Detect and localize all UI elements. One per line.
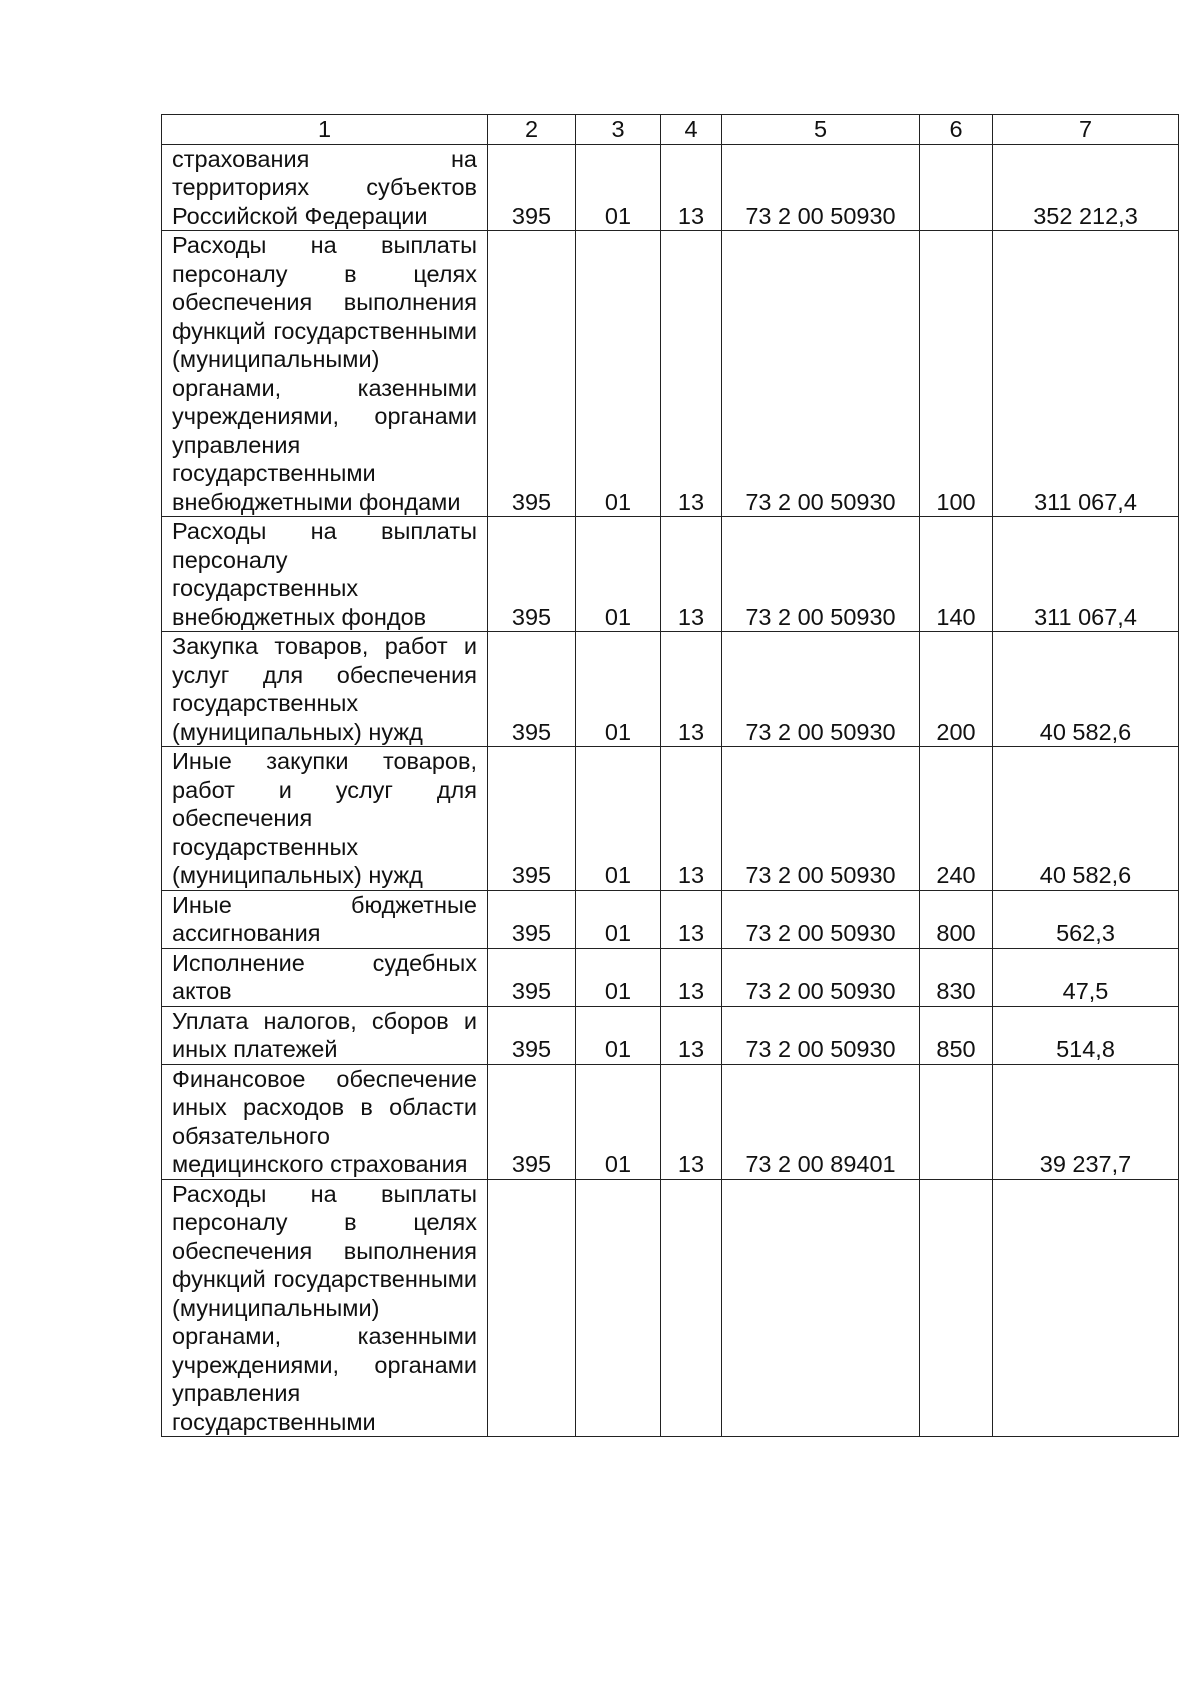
expense-type-code: 240 bbox=[920, 747, 993, 891]
expense-name: Уплата налогов, сборов и иных платежей bbox=[162, 1006, 488, 1064]
expense-type-code: 830 bbox=[920, 948, 993, 1006]
section-code: 01 bbox=[576, 632, 661, 747]
table-row bbox=[162, 747, 1179, 891]
expense-type-code bbox=[920, 1179, 993, 1437]
expense-name: Исполнение судебных актов bbox=[162, 948, 488, 1006]
section-code: 01 bbox=[576, 890, 661, 948]
subsection-code bbox=[661, 1179, 722, 1437]
expense-type-code: 140 bbox=[920, 517, 993, 632]
section-code: 01 bbox=[576, 144, 661, 231]
section-code bbox=[576, 1179, 661, 1437]
column-header-1: 1 bbox=[162, 115, 488, 145]
amount: 514,8 bbox=[993, 1006, 1179, 1064]
target-article-code bbox=[722, 1179, 920, 1437]
expense-type-code: 850 bbox=[920, 1006, 993, 1064]
column-header-7: 7 bbox=[993, 115, 1179, 145]
section-code: 01 bbox=[576, 231, 661, 517]
target-article-code: 73 2 00 89401 bbox=[722, 1064, 920, 1179]
table-row bbox=[162, 1064, 1179, 1179]
admin-code: 395 bbox=[488, 144, 576, 231]
target-article-code: 73 2 00 50930 bbox=[722, 948, 920, 1006]
expense-type-code bbox=[920, 144, 993, 231]
expense-type-code bbox=[920, 1064, 993, 1179]
subsection-code: 13 bbox=[661, 1064, 722, 1179]
subsection-code: 13 bbox=[661, 231, 722, 517]
subsection-code: 13 bbox=[661, 747, 722, 891]
expense-name: Финансовое обеспечение иных расходов в области обязательного медицинского страхования bbox=[162, 1064, 488, 1179]
target-article-code: 73 2 00 50930 bbox=[722, 144, 920, 231]
amount: 47,5 bbox=[993, 948, 1179, 1006]
admin-code bbox=[488, 1179, 576, 1437]
expense-name: Закупка товаров, работ и услуг для обеспечения государственных (муниципальных) нужд bbox=[162, 632, 488, 747]
subsection-code: 13 bbox=[661, 517, 722, 632]
subsection-code: 13 bbox=[661, 1006, 722, 1064]
expense-name: Расходы на выплаты персоналу государственных внебюджетных фондов bbox=[162, 517, 488, 632]
target-article-code: 73 2 00 50930 bbox=[722, 231, 920, 517]
amount: 311 067,4 bbox=[993, 231, 1179, 517]
admin-code: 395 bbox=[488, 747, 576, 891]
admin-code: 395 bbox=[488, 231, 576, 517]
table-row bbox=[162, 231, 1179, 517]
amount: 39 237,7 bbox=[993, 1064, 1179, 1179]
amount: 40 582,6 bbox=[993, 747, 1179, 891]
target-article-code: 73 2 00 50930 bbox=[722, 1006, 920, 1064]
subsection-code: 13 bbox=[661, 948, 722, 1006]
admin-code: 395 bbox=[488, 890, 576, 948]
admin-code: 395 bbox=[488, 517, 576, 632]
subsection-code: 13 bbox=[661, 144, 722, 231]
expense-type-code: 800 bbox=[920, 890, 993, 948]
column-header-3: 3 bbox=[576, 115, 661, 145]
amount: 311 067,4 bbox=[993, 517, 1179, 632]
section-code: 01 bbox=[576, 517, 661, 632]
admin-code: 395 bbox=[488, 1006, 576, 1064]
admin-code: 395 bbox=[488, 632, 576, 747]
table-row bbox=[162, 890, 1179, 948]
admin-code: 395 bbox=[488, 1064, 576, 1179]
table-row bbox=[162, 632, 1179, 747]
table-row bbox=[162, 948, 1179, 1006]
section-code: 01 bbox=[576, 948, 661, 1006]
target-article-code: 73 2 00 50930 bbox=[722, 517, 920, 632]
table-row bbox=[162, 1006, 1179, 1064]
budget-table bbox=[161, 114, 1179, 1437]
table-row bbox=[162, 517, 1179, 632]
table-header-row bbox=[162, 115, 1179, 145]
amount: 562,3 bbox=[993, 890, 1179, 948]
column-header-6: 6 bbox=[920, 115, 993, 145]
target-article-code: 73 2 00 50930 bbox=[722, 890, 920, 948]
expense-name: страхования на территориях субъектов Российской Федерации bbox=[162, 144, 488, 231]
column-header-5: 5 bbox=[722, 115, 920, 145]
section-code: 01 bbox=[576, 1006, 661, 1064]
amount bbox=[993, 1179, 1179, 1437]
target-article-code: 73 2 00 50930 bbox=[722, 747, 920, 891]
table-row bbox=[162, 144, 1179, 231]
expense-type-code: 100 bbox=[920, 231, 993, 517]
expense-name: Расходы на выплаты персоналу в целях обеспечения выполнения функций государственными (муниципальными) органами, казенными учреждениями, органами управления государственными bbox=[162, 1179, 488, 1437]
table-row bbox=[162, 1179, 1179, 1437]
expense-type-code: 200 bbox=[920, 632, 993, 747]
amount: 352 212,3 bbox=[993, 144, 1179, 231]
column-header-4: 4 bbox=[661, 115, 722, 145]
expense-name: Расходы на выплаты персоналу в целях обеспечения выполнения функций государственными (муниципальными) органами, казенными учреждениями, органами управления государственными внебюджетными фондами bbox=[162, 231, 488, 517]
target-article-code: 73 2 00 50930 bbox=[722, 632, 920, 747]
expense-name: Иные закупки товаров, работ и услуг для обеспечения государственных (муниципальных) нужд bbox=[162, 747, 488, 891]
column-header-2: 2 bbox=[488, 115, 576, 145]
section-code: 01 bbox=[576, 747, 661, 891]
subsection-code: 13 bbox=[661, 632, 722, 747]
section-code: 01 bbox=[576, 1064, 661, 1179]
admin-code: 395 bbox=[488, 948, 576, 1006]
amount: 40 582,6 bbox=[993, 632, 1179, 747]
subsection-code: 13 bbox=[661, 890, 722, 948]
expense-name: Иные бюджетные ассигнования bbox=[162, 890, 488, 948]
